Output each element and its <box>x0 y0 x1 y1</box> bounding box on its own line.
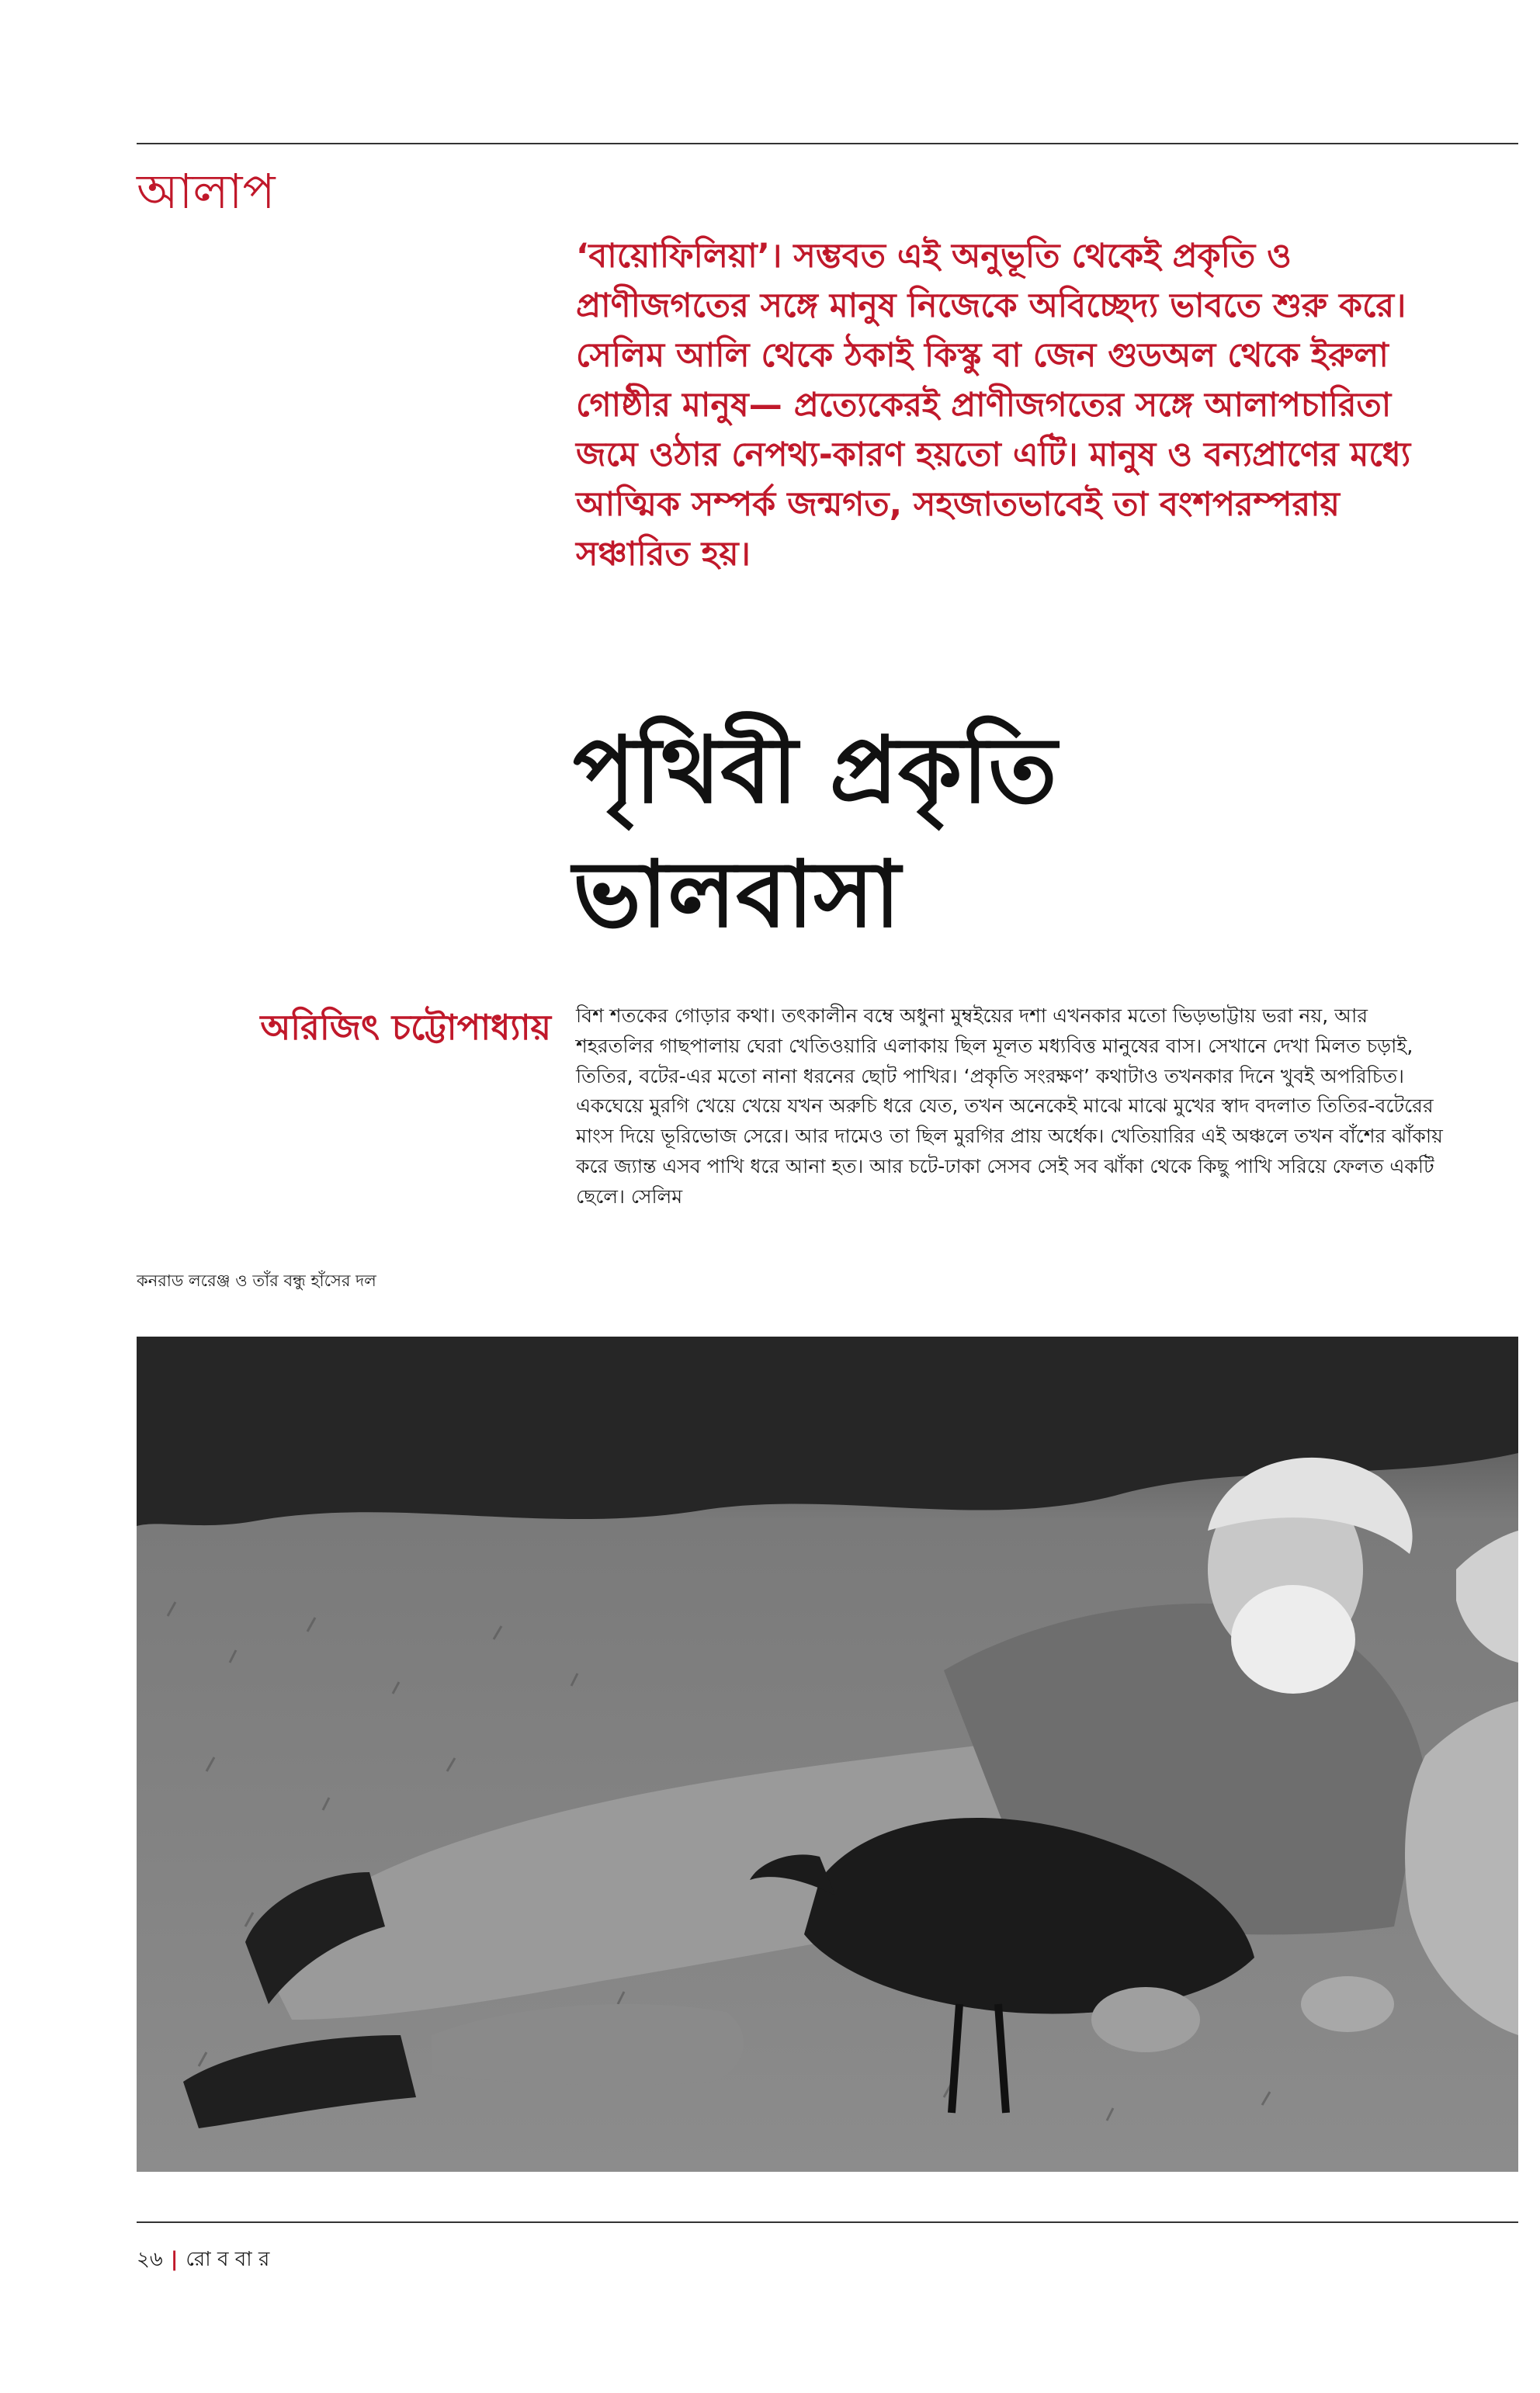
photo-gosling <box>1091 1987 1200 2052</box>
headline-line-1: পৃথিবী প্রকৃতি <box>573 716 1057 824</box>
photo-illustration <box>137 1337 1518 2172</box>
pull-quote: ‘বায়োফিলিয়া’। সম্ভবত এই অনুভূতি থেকেই প্রকৃতি ও প্রাণীজগতের সঙ্গে মানুষ নিজেকে অবিচ্ছেদ্য ভাবতে শুরু করে। সেলিম আলি থেকে ঠকাই কিস্কু বা জেন গুডঅল থেকে ইরুলা গোষ্ঠীর মানুষ— প্রত্যেকেরই প্রাণীজগতের সঙ্গে আলাপচারিতা জমে ওঠার নেপথ্য-কারণ হয়তো এটি। মানুষ ও বন্যপ্রাণের মধ্যে আত্মিক সম্পর্ক জন্মগত, সহজাতভাবেই তা বংশপরম্পরায় সঞ্চারিত হয়। <box>576 237 1411 574</box>
article-photo <box>137 1337 1518 2172</box>
folio <box>137 2243 269 2277</box>
section-label: আলাপ <box>137 163 276 220</box>
photo-man-beard <box>1231 1585 1355 1694</box>
publication-name: রো ব বা র <box>186 2248 270 2271</box>
top-rule <box>137 143 1518 144</box>
headline <box>573 708 1504 956</box>
photo-gosling-2 <box>1301 1976 1394 2032</box>
photo-caption: কনরাড লরেঞ্জ ও তাঁর বন্ধু হাঁসের দল <box>137 1271 376 1290</box>
bottom-rule <box>137 2221 1518 2223</box>
article-body: বিশ শতকের গোড়ার কথা। তৎকালীন বম্বে অধুনা মুম্বইয়ের দশা এখনকার মতো ভিড়ভাট্টায় ভরা নয়, আর শহরতলির গাছপালায় ঘেরা খেতিওয়ারি এলাকায় ছিল মূলত মধ্যবিত্ত মানুষের বাস। সেখানে দেখা মিলত চড়াই, তিতির, বটের-এর মতো নানা ধরনের ছোট পাখির। ‘প্রকৃতি সংরক্ষণ’ কথাটাও তখনকার দিনে খুবই অপরিচিত। একঘেয়ে মুরগি খেয়ে খেয়ে যখন অরুচি ধরে যেত, তখন অনেকেই মাঝে মাঝে মুখের স্বাদ বদলাত তিতির-বটেরের মাংস দিয়ে ভূরিভোজ সেরে। আর দামেও তা ছিল মুরগির প্রায় অর্ধেক। খেতিয়ারির এই অঞ্চলে তখন বাঁশের ঝাঁকায় করে জ্যান্ত এসব পাখি ধরে আনা হত। আর চটে-ঢাকা সেসব সেই সব ঝাঁকা থেকে কিছু পাখি সরিয়ে ফেলত একটি ছেলে। সেলিম <box>576 1004 1443 1208</box>
headline-line-2: ভালবাসা <box>573 841 901 948</box>
folio-separator: | <box>170 2248 179 2271</box>
page-number: ২৬ <box>137 2248 163 2271</box>
byline: অরিজিৎ চট্টোপাধ্যায় <box>260 1007 551 1048</box>
